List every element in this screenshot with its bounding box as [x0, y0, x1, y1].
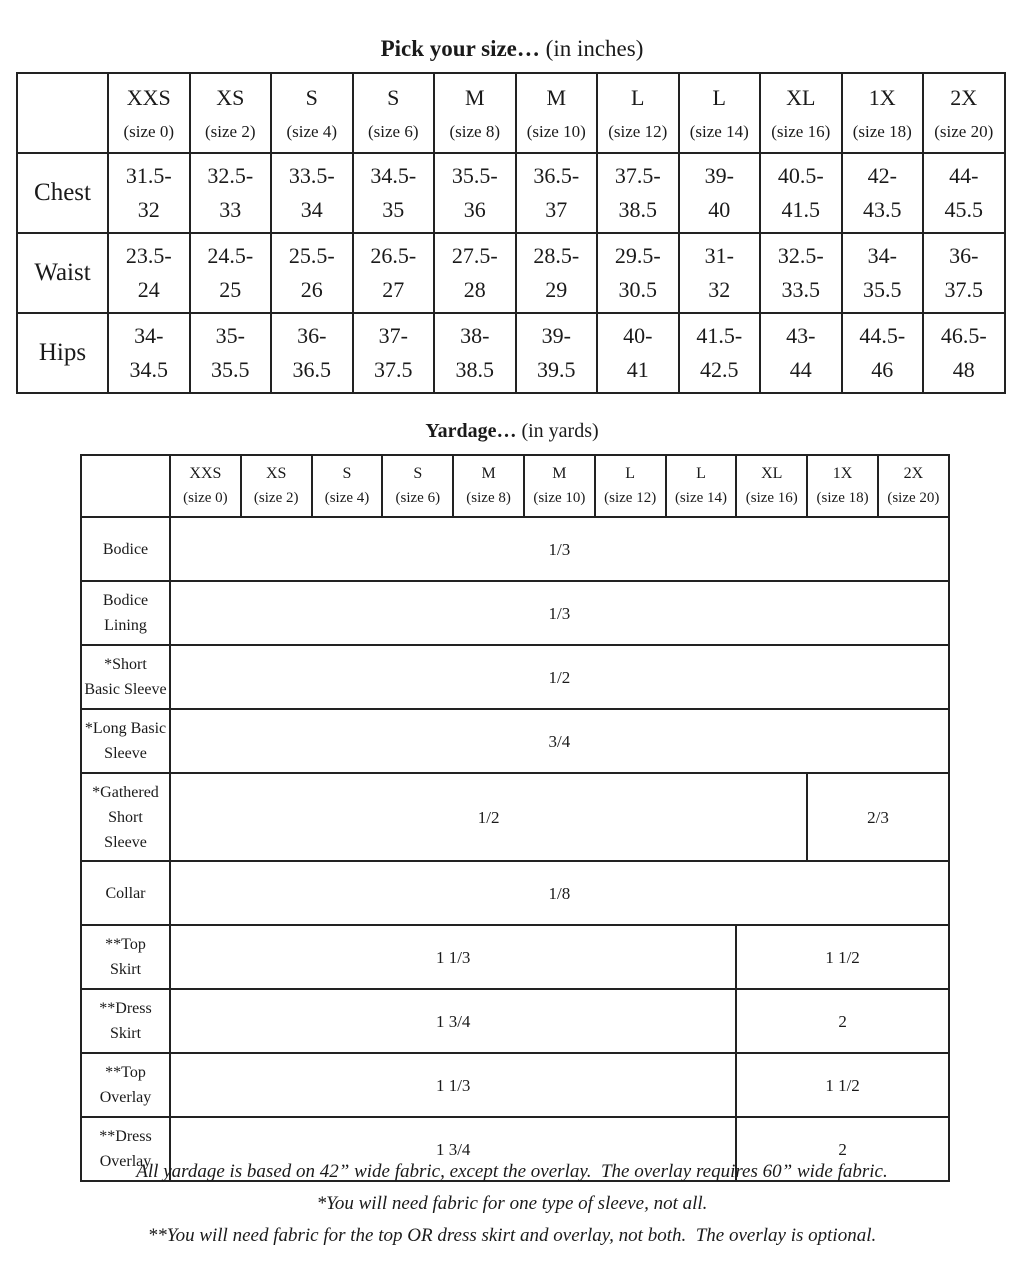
measurement-value: 35.5	[211, 357, 250, 382]
measurement-value: 40-	[623, 323, 653, 348]
piece-label-line: Short	[108, 808, 143, 826]
measurement-cell	[434, 153, 516, 233]
measurement-value: 33	[219, 197, 242, 222]
yardage-size-header	[170, 455, 241, 517]
yardage-value: 2/3	[807, 773, 949, 861]
measurement-row	[17, 153, 1005, 233]
measurement-cell	[108, 313, 190, 393]
measurement-cell	[923, 313, 1005, 393]
piece-label-line: Skirt	[109, 1025, 142, 1042]
measurement-cell	[353, 233, 435, 313]
measurement-cell	[923, 153, 1005, 233]
measurement-cell	[271, 153, 353, 233]
measurement-cell	[271, 233, 353, 313]
piece-label-line: *Long Basic	[84, 720, 167, 737]
size-number: (size 4)	[286, 122, 337, 141]
measurement-value: 27.5-	[451, 243, 498, 268]
size-number: (size 10)	[526, 122, 586, 141]
size-code: 1X	[832, 465, 853, 482]
size-code: 2X	[903, 465, 924, 482]
measurement-cell	[108, 233, 190, 313]
yardage-value: 2	[736, 1117, 948, 1181]
size-number: (size 20)	[887, 490, 940, 506]
measurement-value: 37-	[378, 323, 408, 348]
measurement-value: 46	[871, 357, 894, 382]
yardage-value: 1 1/3	[170, 925, 736, 989]
size-number: (size 8)	[449, 122, 500, 141]
size-number: (size 16)	[745, 490, 798, 506]
size-chart-size-header	[271, 73, 353, 153]
measurement-value: 25.5-	[288, 243, 335, 268]
measurement-label: Hips	[17, 313, 108, 393]
piece-label-line: *Gathered	[92, 783, 159, 801]
measurement-value: 38.5	[455, 357, 494, 382]
piece-label-line: Sleeve	[104, 745, 147, 762]
measurement-cell	[516, 313, 598, 393]
size-chart-size-header	[190, 73, 272, 153]
yardage-row	[81, 1053, 949, 1117]
size-chart-size-header	[923, 73, 1005, 153]
size-chart-title-bold: Pick your size…	[380, 36, 540, 61]
size-number: (size 6)	[367, 122, 419, 141]
size-chart-corner-cell	[17, 73, 108, 153]
yardage-value: 1/2	[170, 645, 949, 709]
yardage-title	[0, 420, 1024, 443]
size-number: (size 4)	[324, 490, 370, 506]
yardage-value: 1/3	[170, 581, 949, 645]
measurement-value: 26	[300, 277, 323, 302]
measurement-value: 36	[463, 197, 486, 222]
measurement-label: Waist	[17, 233, 108, 313]
measurement-value: 31.5-	[125, 163, 172, 188]
yardage-value: 1 1/2	[736, 925, 948, 989]
measurement-value: 33.5-	[288, 163, 335, 188]
measurement-value: 28.5-	[533, 243, 580, 268]
size-code: 2X	[950, 85, 978, 110]
measurement-value: 44.5-	[859, 323, 906, 348]
size-chart-size-header	[597, 73, 679, 153]
yardage-row	[81, 989, 949, 1053]
measurement-value: 27	[382, 277, 405, 302]
size-code: L	[631, 85, 645, 110]
measurement-value: 35-	[215, 323, 245, 348]
measurement-value: 39.5	[537, 357, 576, 382]
size-code: S	[413, 465, 423, 482]
measurement-cell	[923, 233, 1005, 313]
piece-label-line: *Short	[104, 656, 147, 673]
measurement-value: 37.5	[374, 357, 413, 382]
size-number: (size 18)	[852, 122, 912, 141]
measurement-cell	[760, 313, 842, 393]
yardage-piece-label	[81, 645, 170, 709]
yardage-size-header	[312, 455, 383, 517]
piece-label-line: **Dress	[99, 1128, 152, 1145]
size-number: (size 16)	[771, 122, 831, 141]
size-number: (size 14)	[689, 122, 749, 141]
measurement-value: 28	[463, 277, 486, 302]
size-chart-header-row	[17, 73, 1005, 153]
measurement-value: 29	[545, 277, 568, 302]
measurement-row	[17, 313, 1005, 393]
piece-label-line: Lining	[104, 617, 147, 634]
measurement-value: 32.5-	[207, 163, 254, 188]
yardage-size-header	[736, 455, 807, 517]
measurement-cell	[516, 153, 598, 233]
measurement-value: 40	[708, 197, 731, 222]
piece-label-line: Collar	[105, 884, 146, 902]
size-code: M	[552, 465, 567, 482]
piece-label-line: Bodice	[102, 592, 149, 609]
measurement-value: 42-	[867, 163, 897, 188]
size-code: XXS	[189, 465, 222, 482]
yardage-header-row	[81, 455, 949, 517]
measurement-value: 34.5	[129, 357, 168, 382]
measurement-value: 38-	[460, 323, 490, 348]
yardage-title-unit: (in yards)	[516, 420, 599, 442]
measurement-value: 36.5-	[533, 163, 580, 188]
size-code: M	[481, 465, 496, 482]
piece-label-line: Bodice	[102, 540, 149, 558]
measurement-value: 44	[789, 357, 812, 382]
measurement-value: 34	[300, 197, 323, 222]
measurement-value: 35	[382, 197, 405, 222]
measurement-cell	[842, 313, 924, 393]
size-code: S	[305, 85, 318, 110]
measurement-value: 32	[708, 277, 731, 302]
measurement-cell	[353, 153, 435, 233]
footnote-skirt-overlay: **You will need fabric for the top OR dress skirt and overlay, not both. The overlay is optional.	[147, 1225, 877, 1246]
measurement-value: 35.5-	[451, 163, 498, 188]
measurement-value: 39-	[704, 163, 734, 188]
yardage-row	[81, 773, 949, 861]
measurement-value: 41.5	[781, 197, 820, 222]
measurement-cell	[434, 233, 516, 313]
size-chart-title-unit: (in inches)	[539, 36, 644, 61]
size-chart-size-header	[353, 73, 435, 153]
size-number: (size 10)	[533, 490, 586, 506]
measurement-cell	[679, 313, 761, 393]
measurement-value: 36.5	[292, 357, 331, 382]
yardage-piece-label	[81, 925, 170, 989]
measurement-value: 38.5	[618, 197, 657, 222]
measurement-value: 41.5-	[696, 323, 743, 348]
yardage-piece-label	[81, 517, 170, 581]
measurement-cell	[597, 313, 679, 393]
measurement-value: 37.5	[944, 277, 983, 302]
measurement-cell	[842, 153, 924, 233]
yardage-piece-label	[81, 989, 170, 1053]
measurement-cell	[434, 313, 516, 393]
size-number: (size 20)	[934, 122, 994, 141]
yardage-size-header	[453, 455, 524, 517]
yardage-value: 3/4	[170, 709, 949, 773]
measurement-value: 42.5	[700, 357, 739, 382]
size-number: (size 8)	[466, 490, 511, 506]
measurement-value: 31-	[704, 243, 734, 268]
yardage-table	[80, 454, 950, 1182]
yardage-value: 1/2	[170, 773, 807, 861]
measurement-cell	[597, 153, 679, 233]
measurement-cell	[760, 233, 842, 313]
piece-label-line: Skirt	[109, 961, 142, 978]
measurement-value: 37	[545, 197, 568, 222]
size-number: (size 12)	[604, 490, 657, 506]
yardage-row	[81, 709, 949, 773]
yardage-value: 1/3	[170, 517, 949, 581]
measurement-value: 36-	[949, 243, 979, 268]
yardage-size-header	[524, 455, 595, 517]
measurement-cell	[190, 313, 272, 393]
measurement-value: 36-	[297, 323, 327, 348]
size-code: M	[546, 85, 567, 110]
size-number: (size 0)	[123, 122, 174, 141]
yardage-piece-label	[81, 773, 170, 861]
measurement-value: 39-	[541, 323, 571, 348]
yardage-size-header	[807, 455, 878, 517]
yardage-size-header	[666, 455, 737, 517]
measurement-value: 24	[137, 277, 160, 302]
size-code: M	[464, 85, 485, 110]
measurement-cell	[516, 233, 598, 313]
piece-label-line: **Top	[105, 1064, 146, 1081]
size-number: (size 6)	[395, 490, 441, 506]
footnotes	[0, 1156, 1024, 1252]
measurement-value: 34-	[134, 323, 164, 348]
yardage-value: 2	[736, 989, 948, 1053]
size-chart-size-header	[842, 73, 924, 153]
size-code: S	[387, 85, 400, 110]
measurement-value: 45.5	[944, 197, 983, 222]
yardage-value: 1 1/2	[736, 1053, 948, 1117]
size-chart-size-header	[108, 73, 190, 153]
size-number: (size 12)	[608, 122, 668, 141]
piece-label-line: **Top	[105, 936, 146, 953]
yardage-row	[81, 517, 949, 581]
yardage-piece-label	[81, 1053, 170, 1117]
yardage-size-header	[878, 455, 949, 517]
size-number: (size 0)	[183, 490, 228, 506]
measurement-value: 48	[952, 357, 975, 382]
yardage-piece-label	[81, 861, 170, 925]
size-chart-title	[0, 36, 1024, 62]
measurement-cell	[597, 233, 679, 313]
measurement-value: 44-	[949, 163, 979, 188]
measurement-value: 34-	[867, 243, 897, 268]
size-code: S	[342, 465, 352, 482]
measurement-cell	[760, 153, 842, 233]
measurement-cell	[190, 233, 272, 313]
yardage-size-header	[241, 455, 312, 517]
piece-label-line: Sleeve	[104, 833, 147, 851]
measurement-value: 29.5-	[614, 243, 661, 268]
size-code: L	[696, 465, 706, 482]
size-code: 1X	[868, 85, 896, 110]
piece-label-line: Basic Sleeve	[84, 681, 167, 698]
yardage-row	[81, 581, 949, 645]
piece-label-line: Overlay	[99, 1153, 152, 1170]
measurement-value: 24.5-	[207, 243, 254, 268]
yardage-title-bold: Yardage…	[425, 420, 517, 442]
measurement-label: Chest	[17, 153, 108, 233]
size-chart-size-header	[434, 73, 516, 153]
measurement-value: 37.5-	[614, 163, 661, 188]
piece-label-line: Overlay	[99, 1089, 152, 1106]
yardage-piece-label	[81, 581, 170, 645]
size-number: (size 2)	[253, 490, 299, 506]
yardage-corner-cell	[81, 455, 170, 517]
measurement-value: 25	[219, 277, 242, 302]
size-number: (size 18)	[816, 490, 869, 506]
size-chart-size-header	[760, 73, 842, 153]
measurement-value: 32.5-	[777, 243, 824, 268]
measurement-value: 41	[626, 357, 649, 382]
measurement-cell	[679, 233, 761, 313]
measurement-cell	[679, 153, 761, 233]
measurement-value: 43-	[786, 323, 816, 348]
measurement-value: 30.5	[618, 277, 657, 302]
measurement-value: 43.5	[863, 197, 902, 222]
size-number: (size 14)	[674, 490, 727, 506]
size-chart-table	[16, 72, 1006, 394]
size-code: XL	[786, 85, 816, 110]
measurement-cell	[108, 153, 190, 233]
size-code: XS	[216, 85, 245, 110]
size-code: L	[712, 85, 726, 110]
measurement-value: 40.5-	[777, 163, 824, 188]
yardage-value: 1/8	[170, 861, 949, 925]
size-number: (size 2)	[204, 122, 256, 141]
yardage-value: 1 3/4	[170, 1117, 736, 1181]
yardage-row	[81, 645, 949, 709]
yardage-row	[81, 861, 949, 925]
size-chart-size-header	[516, 73, 598, 153]
measurement-cell	[353, 313, 435, 393]
footnote-sleeve: *You will need fabric for one type of sleeve, not all.	[316, 1193, 708, 1214]
measurement-value: 23.5-	[125, 243, 172, 268]
footnote-fabric-width: All yardage is based on 42” wide fabric, except the overlay. The overlay requires 60” wide fabric.	[136, 1161, 888, 1182]
size-code: XL	[761, 465, 783, 482]
yardage-size-header	[595, 455, 666, 517]
yardage-piece-label	[81, 709, 170, 773]
size-code: L	[625, 465, 636, 482]
yardage-value: 1 1/3	[170, 1053, 736, 1117]
measurement-cell	[271, 313, 353, 393]
measurement-value: 35.5	[863, 277, 902, 302]
yardage-size-header	[382, 455, 453, 517]
measurement-cell	[190, 153, 272, 233]
measurement-value: 26.5-	[370, 243, 417, 268]
measurement-value: 32	[137, 197, 160, 222]
measurement-row	[17, 233, 1005, 313]
measurement-value: 46.5-	[940, 323, 987, 348]
measurement-value: 33.5	[781, 277, 820, 302]
size-chart-size-header	[679, 73, 761, 153]
size-code: XXS	[126, 85, 171, 110]
size-code: XS	[265, 465, 287, 482]
piece-label-line: **Dress	[99, 1000, 152, 1017]
measurement-cell	[842, 233, 924, 313]
measurement-value: 34.5-	[370, 163, 417, 188]
yardage-row	[81, 925, 949, 989]
yardage-value: 1 3/4	[170, 989, 736, 1053]
